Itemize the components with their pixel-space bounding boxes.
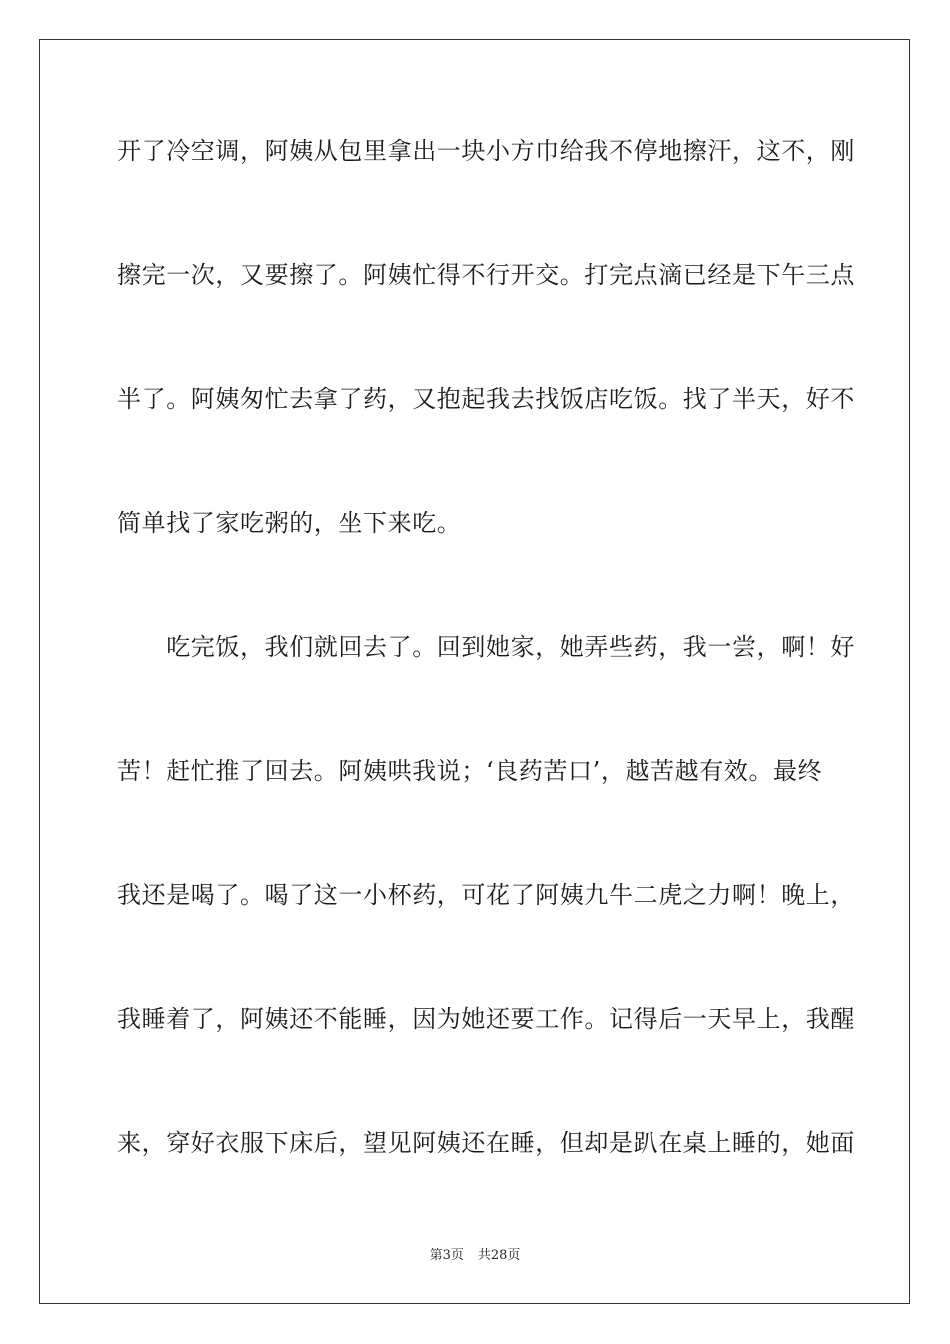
page-border [39,39,910,1304]
text-line-5: 吃完饭，我们就回去了。回到她家，她弄些药，我一尝，啊！好 [117,633,855,661]
text-line-1: 开了冷空调，阿姨从包里拿出一块小方巾给我不停地擦汗，这不，刚 [117,137,855,165]
text-line-4: 简单找了家吃粥的，坐下来吃。 [117,509,462,537]
text-line-3: 半了。阿姨匆忙去拿了药，又抱起我去找饭店吃饭。找了半天，好不 [117,385,855,413]
page-total: 共28页 [477,1248,521,1263]
page-number: 第3页 [429,1248,464,1263]
page-footer [0,1247,950,1265]
text-line-7: 我还是喝了。喝了这一小杯药，可花了阿姨九牛二虎之力啊！晚上， [117,881,855,909]
text-line-2: 擦完一次，又要擦了。阿姨忙得不行开交。打完点滴已经是下午三点 [117,261,855,289]
text-line-8: 我睡着了，阿姨还不能睡，因为她还要工作。记得后一天早上，我醒 [117,1005,855,1033]
text-line-6: 苦！赶忙推了回去。阿姨哄我说；‘良药苦口’，越苦越有效。最终 [117,757,823,785]
text-line-9: 来，穿好衣服下床后，望见阿姨还在睡，但却是趴在桌上睡的，她面 [117,1129,855,1157]
